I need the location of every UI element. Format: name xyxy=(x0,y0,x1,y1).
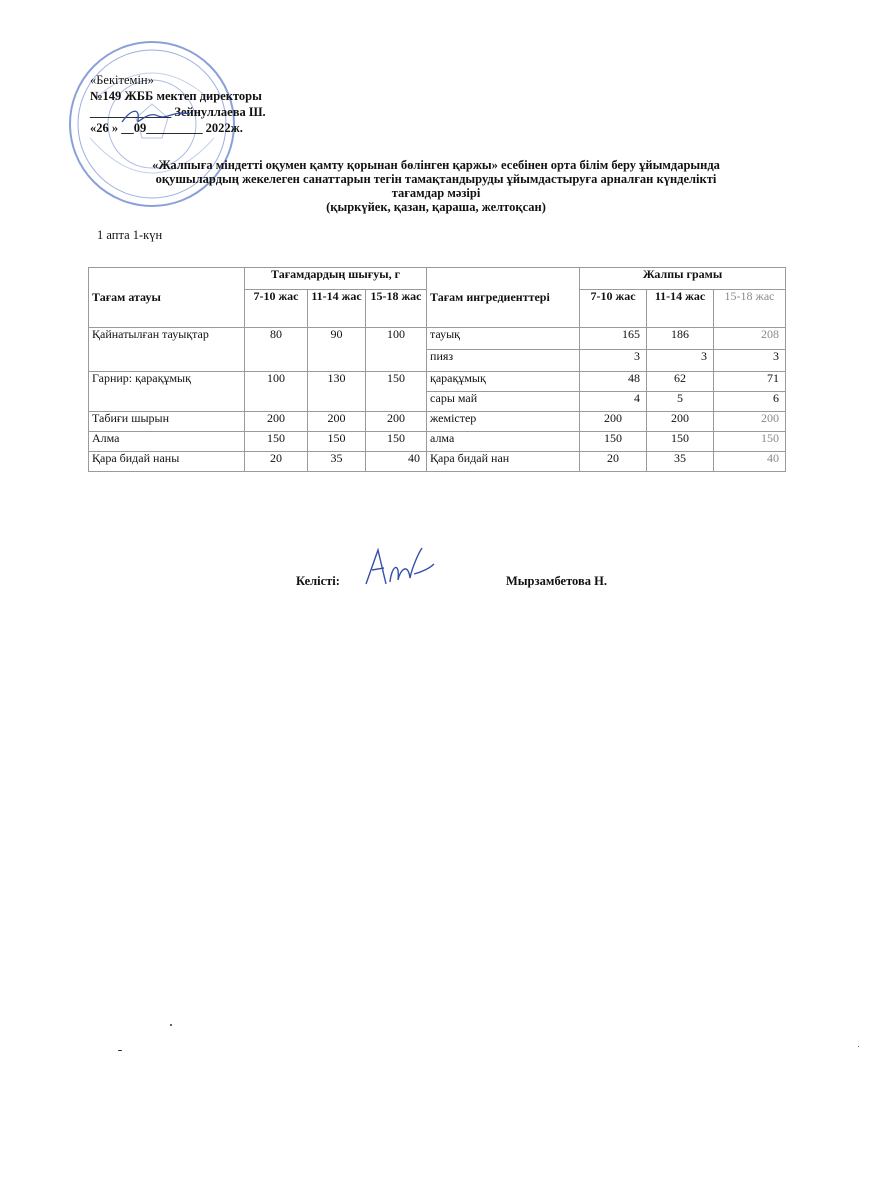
table-row xyxy=(89,372,786,392)
total-cell: 200 xyxy=(714,412,786,432)
total-cell: 62 xyxy=(647,372,714,392)
yield-cell: 100 xyxy=(245,372,308,412)
total-cell: 5 xyxy=(647,392,714,412)
director-name: _____________ Зейнуллаева Ш. xyxy=(90,105,266,119)
header-age-15-18: 15-18 жас xyxy=(366,290,427,328)
ingredient-cell: Қара бидай нан xyxy=(427,452,580,472)
dish-cell: Табиғи шырын xyxy=(89,412,245,432)
ingredient-cell: қарақұмық xyxy=(427,372,580,392)
approval-line: «Бекітемін» xyxy=(90,73,154,87)
director-signature xyxy=(118,104,194,128)
yield-cell: 150 xyxy=(366,372,427,412)
ingredient-cell: алма xyxy=(427,432,580,452)
document-title xyxy=(0,158,872,214)
title-line: «Жалпыға міндетті оқумен қамту қорынан бөлінген қаржы» есебінен орта білім беру ұйымдарында xyxy=(152,158,720,172)
dish-cell: Қайнатылған тауықтар xyxy=(89,328,245,372)
header-age-11-14: 11-14 жас xyxy=(308,290,366,328)
total-cell: 186 xyxy=(647,328,714,350)
total-cell: 3 xyxy=(647,350,714,372)
total-cell: 3 xyxy=(714,350,786,372)
total-cell: 48 xyxy=(580,372,647,392)
total-cell: 71 xyxy=(714,372,786,392)
header-dish-name: Тағам атауы xyxy=(89,268,245,328)
ingredient-cell: жемістер xyxy=(427,412,580,432)
approval-date: «26 » __09_________ 2022ж. xyxy=(90,121,243,135)
title-period: (қыркүйек, қазан, қараша, желтоқсан) xyxy=(326,200,546,214)
total-cell: 40 xyxy=(714,452,786,472)
header-ingredients: Тағам ингредиенттері xyxy=(427,268,580,328)
total-cell: 150 xyxy=(714,432,786,452)
title-line: оқушылардың жекелеген санаттарын тегін тамақтандыруды ұйымдастыруға арналған күнделікті xyxy=(155,172,717,186)
yield-cell: 40 xyxy=(366,452,427,472)
ingredient-cell: пияз xyxy=(427,350,580,372)
total-cell: 20 xyxy=(580,452,647,472)
table-row xyxy=(89,432,786,452)
scan-speck xyxy=(118,1050,122,1051)
ingredient-cell: тауық xyxy=(427,328,580,350)
ingredient-cell: сары май xyxy=(427,392,580,412)
yield-cell: 20 xyxy=(245,452,308,472)
header-total-group: Жалпы грамы xyxy=(580,268,786,290)
total-cell: 165 xyxy=(580,328,647,350)
header-total-age-7-10: 7-10 жас xyxy=(580,290,647,328)
yield-cell: 200 xyxy=(366,412,427,432)
dish-cell: Қара бидай наны xyxy=(89,452,245,472)
total-cell: 3 xyxy=(580,350,647,372)
table-row xyxy=(89,328,786,350)
yield-cell: 90 xyxy=(308,328,366,372)
yield-cell: 80 xyxy=(245,328,308,372)
agreed-label: Келісті: xyxy=(296,574,340,588)
table-row xyxy=(89,452,786,472)
header-total-age-15-18: 15-18 жас xyxy=(714,290,786,328)
director-title: №149 ЖББ мектеп директоры xyxy=(90,89,262,103)
yield-cell: 200 xyxy=(308,412,366,432)
yield-cell: 100 xyxy=(366,328,427,372)
total-cell: 200 xyxy=(580,412,647,432)
total-cell: 6 xyxy=(714,392,786,412)
header-yield-group: Тағамдардың шығуы, г xyxy=(245,268,427,290)
total-cell: 150 xyxy=(580,432,647,452)
dish-cell: Гарнир: қарақұмық xyxy=(89,372,245,412)
title-line: тағамдар мәзірі xyxy=(391,186,481,200)
total-cell: 200 xyxy=(647,412,714,432)
dish-cell: Алма xyxy=(89,432,245,452)
total-cell: 35 xyxy=(647,452,714,472)
total-cell: 150 xyxy=(647,432,714,452)
yield-cell: 35 xyxy=(308,452,366,472)
header-age-7-10: 7-10 жас xyxy=(245,290,308,328)
agreed-signature xyxy=(356,544,436,592)
scan-speck xyxy=(170,1024,172,1026)
week-label: 1 апта 1-күн xyxy=(97,228,163,242)
total-cell: 4 xyxy=(580,392,647,412)
header-total-age-11-14: 11-14 жас xyxy=(647,290,714,328)
yield-cell: 150 xyxy=(245,432,308,452)
agreed-name: Мырзамбетова Н. xyxy=(506,574,607,588)
menu-table xyxy=(88,267,786,472)
yield-cell: 130 xyxy=(308,372,366,412)
total-cell: 208 xyxy=(714,328,786,350)
yield-cell: 150 xyxy=(308,432,366,452)
scan-speck xyxy=(858,1046,859,1047)
yield-cell: 150 xyxy=(366,432,427,452)
yield-cell: 200 xyxy=(245,412,308,432)
table-row xyxy=(89,412,786,432)
